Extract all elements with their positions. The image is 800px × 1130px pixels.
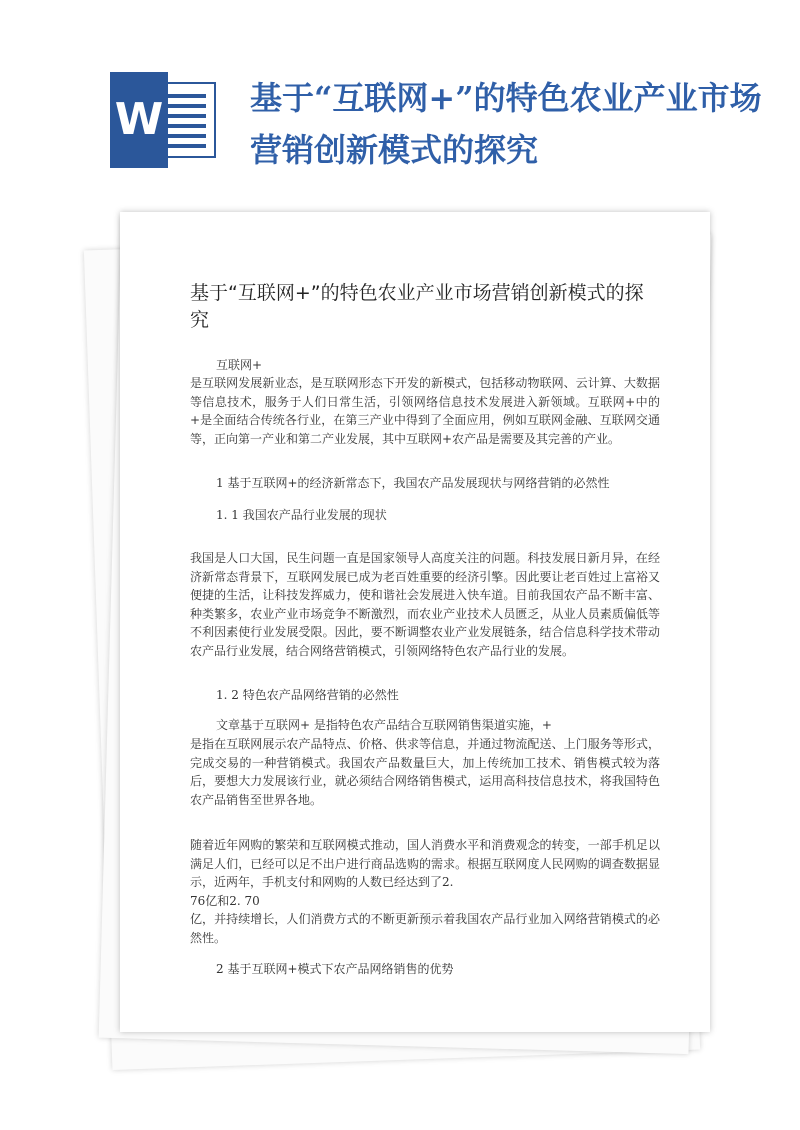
word-letter: W	[110, 72, 168, 168]
keyword: 互联网+	[216, 358, 263, 372]
paragraph-fragment: 76亿和2. 70	[190, 894, 260, 908]
document-title: 基于“互联网+”的特色农业产业市场营销创新模式的探究	[190, 282, 644, 331]
paragraph: 随着近年网购的繁荣和互联网模式推动，国人消费水平和消费观念的转变，一部手机足以满足人们，已经可以足不出户进行商品选购的需求。根据互联网度人民网购的调查数据显示，近两年，手机支付和网购的人数已经达到了2.	[190, 838, 660, 889]
paragraph: 是指在互联网展示农产品特点、价格、供求等信息，并通过物流配送、上门服务等形式，完成交易的一种营销模式。我国农产品数量巨大，加上传统加工技术、销售模式较为落后，要想大力发展该行业，就必须结合网络销售模式，运用高科技信息技术，将我国特色农产品销售至世界各地。	[190, 737, 660, 807]
paragraph-first-line: 文章基于互联网+ 是指特色农产品结合互联网销售渠道实施，+	[216, 718, 552, 732]
document-page	[120, 212, 710, 1032]
subsection-heading: 1. 1 我国农产品行业发展的现状	[216, 508, 387, 522]
header-title: 基于“互联网+”的特色农业产业市场营销创新模式的探究	[250, 79, 762, 169]
paragraph: 亿，并持续增长，人们消费方式的不断更新预示着我国农产品行业加入网络营销模式的必然性。	[190, 912, 660, 945]
section-heading: 1 基于互联网+的经济新常态下，我国农产品发展现状与网络营销的必然性	[216, 476, 610, 490]
subsection-heading: 1. 2 特色农产品网络营销的必然性	[216, 688, 399, 702]
word-document-icon	[110, 72, 216, 168]
section-heading: 2 基于互联网+模式下农产品网络销售的优势	[216, 962, 454, 976]
intro-paragraph: 是互联网发展新业态，是互联网形态下开发的新模式，包括移动物联网、云计算、大数据等信息技术，服务于人们日常生活，引领网络信息技术发展进入新领域。互联网+中的+是全面结合传统各行业，在第三产业中得到了全面应用，例如互联网金融、互联网交通等，正向第一产业和第二产业发展，其中互联网+农产品是需要及其完善的产业。	[190, 376, 660, 446]
paragraph: 我国是人口大国，民生问题一直是国家领导人高度关注的问题。科技发展日新月异，在经济新常态背景下，互联网发展已成为老百姓重要的经济引擎。因此要让老百姓过上富裕又便捷的生活，让科技发挥威力，使和谐社会发展进入快车道。目前我国农产品不断丰富、种类繁多，农业产业市场竞争不断激烈，而农业产业技术人员匮乏，从业人员素质偏低等不利因素使行业发展受限。因此，要不断调整农业产业发展链条，结合信息科学技术带动农产品行业发展，结合网络营销模式，引领网络特色农产品行业的发展。	[190, 551, 660, 658]
